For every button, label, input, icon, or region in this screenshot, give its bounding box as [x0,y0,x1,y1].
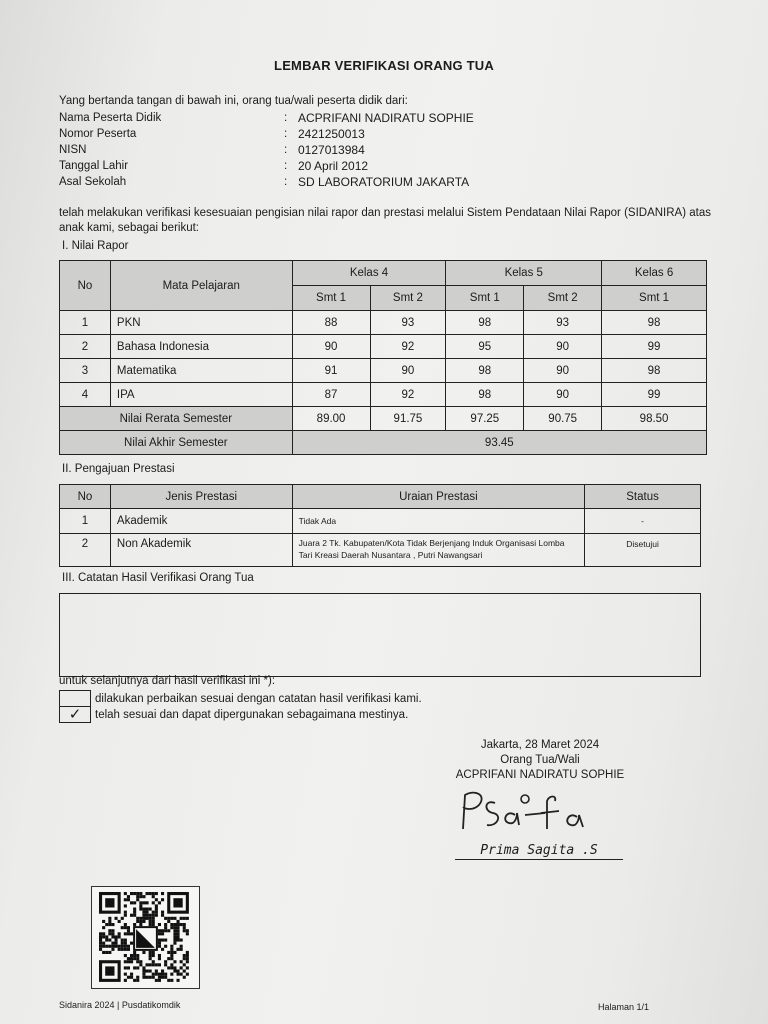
average-label: Nilai Rerata Semester [60,407,293,431]
grade-cell: 93 [370,311,446,335]
signature-block [430,738,650,783]
info-label: Asal Sekolah [59,176,127,188]
row-subject: IPA [110,383,292,407]
info-value: 2421250013 [298,127,365,141]
header-k4-smt1: Smt 1 [292,286,370,311]
header-description: Uraian Prestasi [292,485,585,509]
grade-cell: 93 [524,311,602,335]
followup-text: untuk selanjutnya dari hasil verifikasi ini *): [59,675,276,687]
option-label: telah sesuai dan dapat dipergunakan sebagaimana mestinya. [95,708,409,721]
qr-code [91,886,200,989]
average-row [60,407,707,431]
final-label: Nilai Akhir Semester [60,431,293,455]
option-approve[interactable] [59,706,408,723]
section-title-grades: I. Nilai Rapor [62,240,129,252]
achievements-table [59,484,701,567]
grade-cell: 92 [370,383,446,407]
average-cell: 89.00 [292,407,370,431]
row-no: 1 [60,311,111,335]
info-colon: : [284,112,288,124]
info-row-school [59,174,474,190]
grade-cell: 98 [446,311,524,335]
grades-table [59,260,707,455]
info-label: Nama Peserta Didik [59,112,162,124]
info-colon: : [284,144,288,156]
row-no: 1 [60,509,111,534]
info-label: Nomor Peserta [59,128,137,140]
info-label: NISN [59,144,87,156]
header-k5-smt1: Smt 1 [446,286,524,311]
approve-checkbox[interactable]: ✓ [59,706,91,723]
info-row-nisn [59,142,474,158]
table-row [60,534,701,567]
header-k5-smt2: Smt 2 [524,286,602,311]
info-value: 20 April 2012 [298,159,369,173]
table-row [60,383,707,407]
grade-cell: 90 [524,335,602,359]
header-no: No [60,261,111,311]
grade-cell: 90 [524,359,602,383]
final-row [60,431,707,455]
table-row [60,335,707,359]
intro-text: Yang bertanda tangan di bawah ini, orang tua/wali peserta didik dari: [59,95,408,107]
final-value: 93.45 [292,431,706,455]
info-label: Tanggal Lahir [59,160,129,172]
row-type: Akademik [110,509,292,534]
student-name: ACPRIFANI NADIRATU SOPHIE [455,769,625,781]
header-subject: Mata Pelajaran [110,261,292,311]
average-cell: 97.25 [446,407,524,431]
section-title-achievements: II. Pengajuan Prestasi [62,463,175,475]
info-colon: : [284,176,288,188]
row-no: 2 [60,534,111,567]
row-status: Disetujui [585,534,701,567]
page-title: LEMBAR VERIFIKASI ORANG TUA [274,58,494,73]
header-k4-smt2: Smt 2 [370,286,446,311]
grade-cell: 95 [446,335,524,359]
info-value: SD LABORATORIUM JAKARTA [298,175,470,189]
header-kelas4: Kelas 4 [292,261,446,286]
grade-cell: 99 [602,335,707,359]
grade-cell: 92 [370,335,446,359]
grade-cell: 87 [292,383,370,407]
info-colon: : [284,128,288,140]
info-value: 0127013984 [298,143,365,157]
qr-code-graphic [92,887,199,988]
header-type: Jenis Prestasi [110,485,292,509]
info-row-name [59,110,474,126]
header-kelas6: Kelas 6 [602,261,707,286]
row-description: Juara 2 Tk. Kabupaten/Kota Tidak Berjenjang Induk Organisasi Lomba Tari Kreasi Daerah Nusantara , Putri Nawangsari [292,534,585,567]
info-value: ACPRIFANI NADIRATU SOPHIE [298,111,474,125]
grade-cell: 98 [602,311,707,335]
place-date: Jakarta, 28 Maret 2024 [480,739,600,751]
row-subject: Bahasa Indonesia [110,335,292,359]
grade-cell: 90 [292,335,370,359]
row-no: 3 [60,359,111,383]
average-cell: 90.75 [524,407,602,431]
row-status: - [585,509,701,534]
signer-role: Orang Tua/Wali [500,754,580,766]
row-subject: PKN [110,311,292,335]
footer-left: Sidanira 2024 | Pusdatikomdik [59,1000,181,1010]
grade-cell: 91 [292,359,370,383]
handwritten-signature [455,785,605,840]
row-subject: Matematika [110,359,292,383]
header-status: Status [585,485,701,509]
average-cell: 91.75 [370,407,446,431]
row-no: 2 [60,335,111,359]
grade-cell: 99 [602,383,707,407]
row-type: Non Akademik [110,534,292,567]
verification-paragraph: telah melakukan verifikasi kesesuaian pengisian nilai rapor dan prestasi melalui Sistem Pendataan Nilai Rapor (SIDANIRA) atas anak kami, sebagai berikut: [59,207,711,234]
row-no: 4 [60,383,111,407]
grade-cell: 90 [524,383,602,407]
notes-box[interactable] [59,593,701,677]
option-label: dilakukan perbaikan sesuai dengan catatan hasil verifikasi kami. [95,692,422,705]
info-row-number [59,126,474,142]
info-row-birthdate [59,158,474,174]
revise-checkbox[interactable] [59,690,91,707]
header-kelas5: Kelas 5 [446,261,602,286]
row-description: Tidak Ada [292,509,585,534]
header-k6-smt1: Smt 1 [602,286,707,311]
grade-cell: 98 [446,383,524,407]
table-row [60,509,701,534]
option-revise[interactable] [59,690,422,707]
table-row [60,311,707,335]
footer-right: Halaman 1/1 [598,1002,650,1012]
grade-cell: 98 [602,359,707,383]
grade-cell: 98 [446,359,524,383]
table-row [60,359,707,383]
info-colon: : [284,160,288,172]
header-no: No [60,485,111,509]
grade-cell: 88 [292,311,370,335]
student-info [59,110,474,190]
grade-cell: 90 [370,359,446,383]
section-title-notes: III. Catatan Hasil Verifikasi Orang Tua [62,572,254,584]
average-cell: 98.50 [602,407,707,431]
signer-name: Prima Sagita .S [455,843,623,860]
